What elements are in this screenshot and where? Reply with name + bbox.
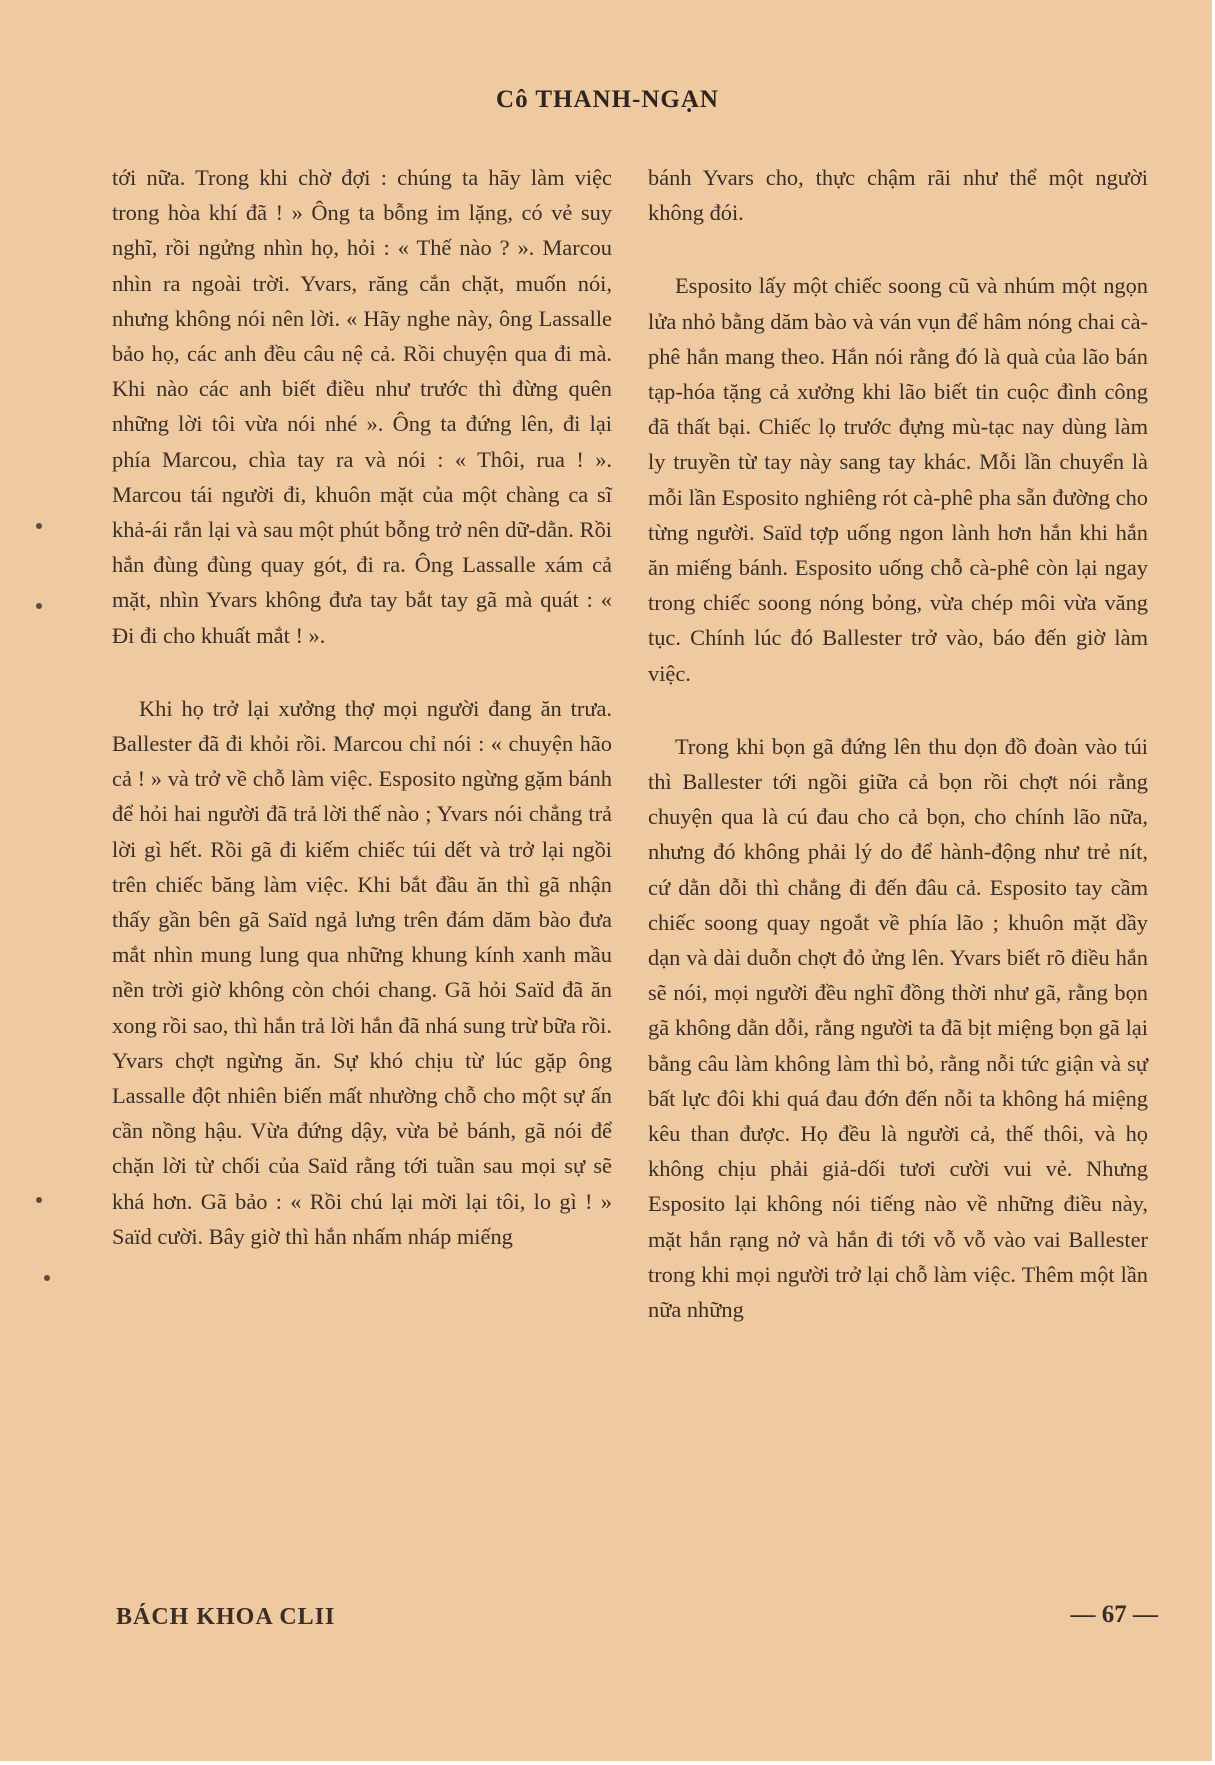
paragraph: bánh Yvars cho, thực chậm rãi như thể một người không đói.	[648, 165, 1148, 226]
print-speck	[36, 1197, 42, 1203]
right-column	[648, 160, 1148, 1365]
paragraph: Esposito lấy một chiếc soong cũ và nhúm một ngọn lửa nhỏ bằng dăm bào và ván vụn để hâm nóng chai cà-phê hắn mang theo. Hắn nói rằng đó là quà của lão bán tạp-hóa tặng cả xưởng khi lão biết tin cuộc đình công đã thất bại. Chiếc lọ trước đựng mù-tạc nay dùng làm ly truyền từ tay này sang tay khác. Mỗi lần chuyển là mỗi lần Esposito nghiêng rót cà-phê pha sẵn đường cho từng người. Saïd tợp uống ngon lành hơn hắn khi hắn ăn miếng bánh. Esposito uống chỗ cà-phê còn lại ngay trong chiếc soong nóng bỏng, vừa chép môi vừa văng tục. Chính lúc đó Ballester trở vào, báo đến giờ làm việc.	[648, 273, 1148, 686]
publication-name: BÁCH KHOA CLII	[116, 1604, 336, 1630]
page-number: — 67 —	[1070, 1601, 1158, 1628]
page-edge	[0, 1761, 1215, 1765]
left-column	[112, 160, 612, 1292]
paragraph: tới nữa. Trong khi chờ đợi : chúng ta hãy làm việc trong hòa khí đã ! » Ông ta bỗng im lặng, có vẻ suy nghĩ, rồi ngửng nhìn họ, hỏi : « Thế nào ? ». Marcou nhìn ra ngoài trời. Yvars, răng cắn chặt, muốn nói, nhưng không nói nên lời. « Hãy nghe này, ông Lassalle bảo họ, các anh đều câu nệ cả. Rồi chuyện qua đi mà. Khi nào các anh biết điều như trước thì đừng quên những lời tôi vừa nói nhé ». Ông ta đứng lên, đi lại phía Marcou, chìa tay ra và nói : « Thôi, rua ! ». Marcou tái người đi, khuôn mặt của một chàng ca sĩ khả-ái rắn lại và sau một phút bỗng trở nên dữ-dằn. Rồi hắn đùng đùng quay gót, đi ra. Ông Lassalle xám cả mặt, nhìn Yvars không đưa tay bắt tay gã mà quát : « Đi đi cho khuất mắt ! ».	[112, 165, 612, 648]
paragraph: Khi họ trở lại xưởng thợ mọi người đang ăn trưa. Ballester đã đi khỏi rồi. Marcou chỉ nói : « chuyện hão cả ! » và trở về chỗ làm việc. Esposito ngừng gặm bánh để hỏi hai người đã trả lời thế nào ; Yvars nói chẳng trả lời gì hết. Rồi gã đi kiếm chiếc túi dết và trở lại ngồi trên chiếc băng làm việc. Khi bắt đầu ăn thì gã nhận thấy gần bên gã Saïd ngả lưng trên đám dăm bào đưa mắt nhìn mung lung qua những khung kính xanh mầu nền trời giờ không còn chói chang. Gã hỏi Saïd đã ăn xong rồi sao, thì hắn trả lời hắn đã nhá sung trừ bữa rồi. Yvars chợt ngừng ăn. Sự khó chịu từ lúc gặp ông Lassalle đột nhiên biến mất nhường chỗ cho một sự ấn cần nồng hậu. Vừa đứng dậy, vừa bẻ bánh, gã nói để chặn lời từ chối của Saïd rằng tới tuần sau mọi sự sẽ khá hơn. Gã bảo : « Rồi chú lại mời lại tôi, lo gì ! » Saïd cười. Bây giờ thì hắn nhấm nháp miếng	[112, 695, 612, 1249]
paragraph: Trong khi bọn gã đứng lên thu dọn đồ đoàn vào túi thì Ballester tới ngồi giữa cả bọn rồi chợt nói rằng chuyện qua là cú đau cho cả bọn, cho chính lão nữa, nhưng đó không phải lý do để hành-động như trẻ nít, cứ dằn dỗi thì chẳng đi đến đâu cả. Esposito tay cầm chiếc soong quay ngoắt về phía lão ; khuôn mặt dầy dạn và dài duỗn chợt đỏ ửng lên. Yvars biết rõ điều hắn sẽ nói, mọi người đều nghĩ đồng thời như gã, rằng bọn gã không dằn dỗi, rằng người ta đã bịt miệng bọn gã lại bằng câu làm không làm thì bỏ, rằng nỗi tức giận và sự bất lực đôi khi quá đau đớn đến nỗi ta không há miệng kêu than được. Họ đều là người cả, thế thôi, và họ không chịu phải giả-dối tươi cười vui vẻ. Nhưng Esposito lại không nói tiếng nào về những điều này, mặt hắn rạng nở và hắn đi tới vỗ vỗ vào vai Ballester trong khi mọi người trở lại chỗ làm việc. Thêm một lần nữa những	[648, 733, 1148, 1323]
print-speck	[36, 603, 42, 609]
print-speck	[44, 1275, 50, 1281]
print-speck	[36, 523, 42, 529]
running-title: Cô THANH-NGẠN	[496, 86, 719, 113]
